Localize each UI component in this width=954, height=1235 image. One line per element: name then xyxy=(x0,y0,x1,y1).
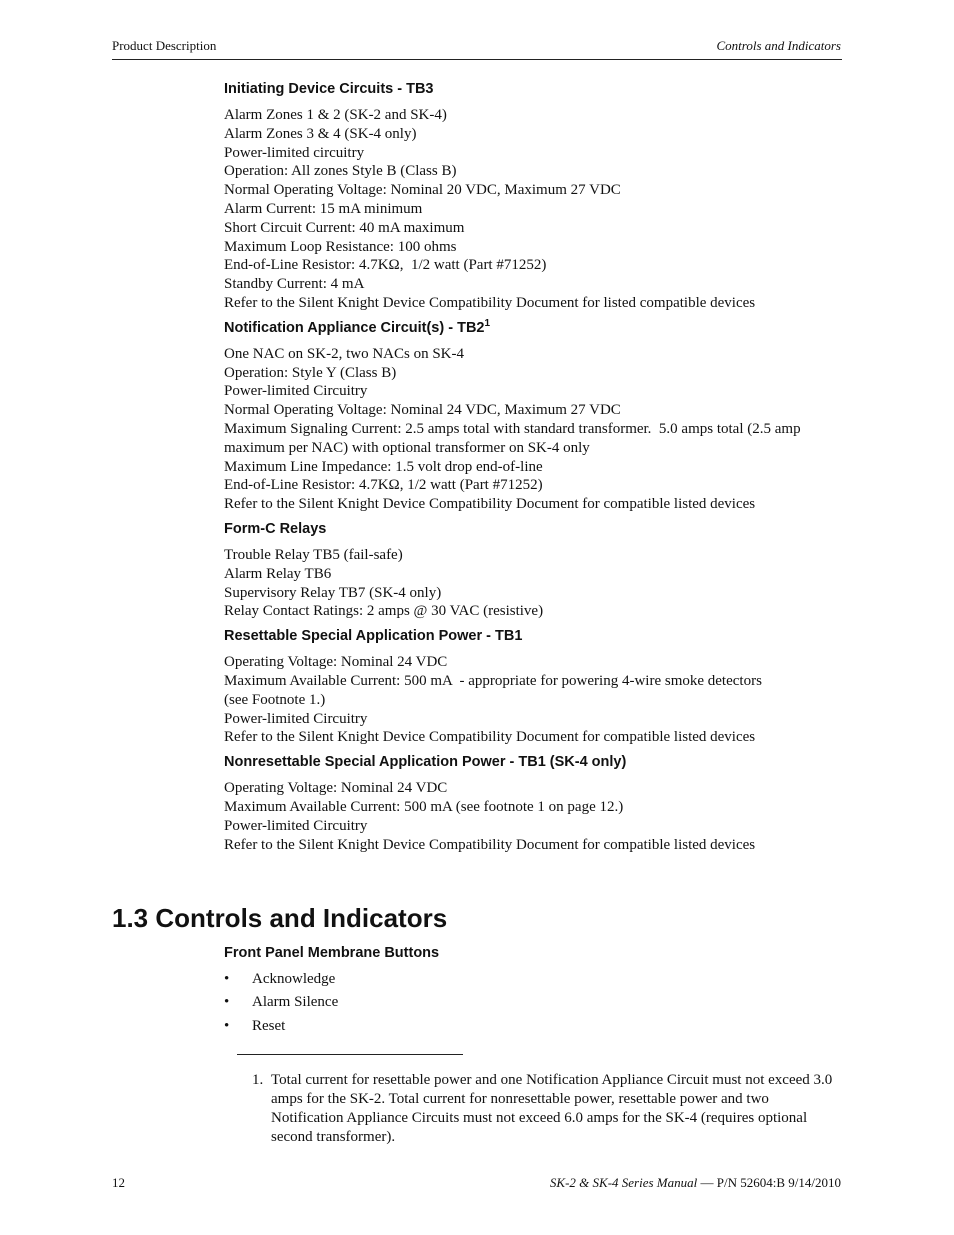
header-divider xyxy=(112,59,842,60)
button-list xyxy=(224,970,844,1036)
header-chapter-title: Controls and Indicators xyxy=(716,38,841,53)
spec-line: Maximum Loop Resistance: 100 ohms xyxy=(224,238,457,255)
spec-line: Power-limited circuitry xyxy=(224,144,365,161)
footnote-number: 1. xyxy=(252,1072,264,1088)
section-form-c-relays xyxy=(224,521,844,621)
footnote-text: Total current for resettable power and one Notification Appliance Circuit must not exceed 3.0 amps for the SK-2. Total current for nonresettable power, resettable power and two Notification Appliance Circuits must not exceed 6.0 amps for the SK-4 (requires optional second transformer). xyxy=(271,1072,833,1145)
section-nonresettable-power xyxy=(224,754,844,854)
bullet: • xyxy=(224,1017,230,1034)
header-section-label: Product Description xyxy=(112,38,217,53)
spec-line: Operating Voltage: Nominal 24 VDC xyxy=(224,780,448,797)
section-heading: Initiating Device Circuits - TB3 xyxy=(224,81,434,97)
spec-line: Refer to the Silent Knight Device Compatibility Document for compatible listed devices xyxy=(224,836,756,853)
section-heading: Front Panel Membrane Buttons xyxy=(224,945,440,961)
spec-line: Maximum Line Impedance: 1.5 volt drop end-of-line xyxy=(224,458,543,475)
spec-line: Operation: Style Y (Class B) xyxy=(224,364,397,381)
spec-line: Short Circuit Current: 40 mA maximum xyxy=(224,219,465,236)
spec-line: End-of-Line Resistor: 4.7KΩ, 1/2 watt (Part #71252) xyxy=(224,477,543,494)
section-lines xyxy=(224,546,844,621)
spec-line: Maximum Available Current: 500 mA - appropriate for powering 4-wire smoke detectors xyxy=(224,672,762,689)
front-panel-buttons-section xyxy=(224,945,844,1040)
spec-line: Standby Current: 4 mA xyxy=(224,276,365,293)
spec-line: Refer to the Silent Knight Device Compatibility Document for listed compatible devices xyxy=(224,294,756,311)
spec-line: End-of-Line Resistor: 4.7KΩ, 1/2 watt (Part #71252) xyxy=(224,257,547,274)
footer-manual-title: SK-2 & SK-4 Series Manual xyxy=(549,1175,698,1190)
spec-line: Alarm Zones 3 & 4 (SK-4 only) xyxy=(224,125,417,142)
page-number: 12 xyxy=(112,1175,125,1190)
spec-line: Refer to the Silent Knight Device Compatibility Document for compatible listed devices xyxy=(224,496,756,513)
section-heading-text: Notification Appliance Circuit(s) - TB2 xyxy=(224,319,485,336)
list-item-label: Acknowledge xyxy=(252,971,336,987)
footnote xyxy=(252,1071,842,1147)
section-notification-appliance-circuits xyxy=(224,317,844,514)
section-lines xyxy=(224,106,844,313)
section-resettable-power xyxy=(224,628,844,747)
spec-line: Alarm Relay TB6 xyxy=(224,565,332,582)
spec-line: Trouble Relay TB5 (fail-safe) xyxy=(224,546,403,563)
spec-line: Relay Contact Ratings: 2 amps @ 30 VAC (resistive) xyxy=(224,603,544,620)
list-item xyxy=(224,1017,844,1036)
spec-line: Power-limited Circuitry xyxy=(224,817,368,834)
spec-line: Maximum Available Current: 500 mA (see footnote 1 on page 12.) xyxy=(224,798,624,815)
section-heading: Nonresettable Special Application Power - TB1 (SK-4 only) xyxy=(224,754,627,771)
section-initiating-device-circuits xyxy=(224,81,844,313)
list-item-label: Alarm Silence xyxy=(252,994,339,1011)
spec-line: Alarm Zones 1 & 2 (SK-2 and SK-4) xyxy=(224,107,447,123)
spec-line: Normal Operating Voltage: Nominal 20 VDC, Maximum 27 VDC xyxy=(224,182,621,199)
spec-line: Power-limited Circuitry xyxy=(224,710,368,727)
spec-line: Supervisory Relay TB7 (SK-4 only) xyxy=(224,584,442,601)
bullet: • xyxy=(224,994,230,1011)
list-item xyxy=(224,970,844,989)
footnote-ref: 1 xyxy=(484,317,491,329)
list-item-label: Reset xyxy=(252,1017,286,1034)
spec-line: Operating Voltage: Nominal 24 VDC xyxy=(224,654,448,671)
spec-line: Power-limited Circuitry xyxy=(224,383,368,400)
footer-part-number: — P/N 52604:B 9/14/2010 xyxy=(697,1175,841,1190)
list-item xyxy=(224,993,844,1012)
section-title: 1.3 Controls and Indicators xyxy=(112,903,448,933)
spec-line: One NAC on SK-2, two NACs on SK-4 xyxy=(224,345,465,362)
footer-manual-info xyxy=(550,1175,841,1191)
section-lines xyxy=(224,345,844,514)
section-heading: Resettable Special Application Power - TB1 xyxy=(224,628,523,645)
section-lines xyxy=(224,779,844,854)
spec-line: Refer to the Silent Knight Device Compatibility Document for compatible listed devices xyxy=(224,729,756,746)
footnote-divider xyxy=(237,1054,463,1055)
spec-line: Alarm Current: 15 mA minimum xyxy=(224,200,423,217)
section-heading xyxy=(224,317,844,337)
spec-line: Maximum Signaling Current: 2.5 amps total with standard transformer. 5.0 amps total (2.5 amp xyxy=(224,420,801,437)
section-heading: Form-C Relays xyxy=(224,520,327,537)
section-lines xyxy=(224,653,844,747)
bullet: • xyxy=(224,971,230,987)
spec-line: Normal Operating Voltage: Nominal 24 VDC, Maximum 27 VDC xyxy=(224,402,621,419)
spec-line: (see Footnote 1.) xyxy=(224,691,326,708)
spec-line: Operation: All zones Style B (Class B) xyxy=(224,163,457,180)
spec-line: maximum per NAC) with optional transformer on SK-4 only xyxy=(224,439,590,456)
spec-content xyxy=(224,81,844,861)
